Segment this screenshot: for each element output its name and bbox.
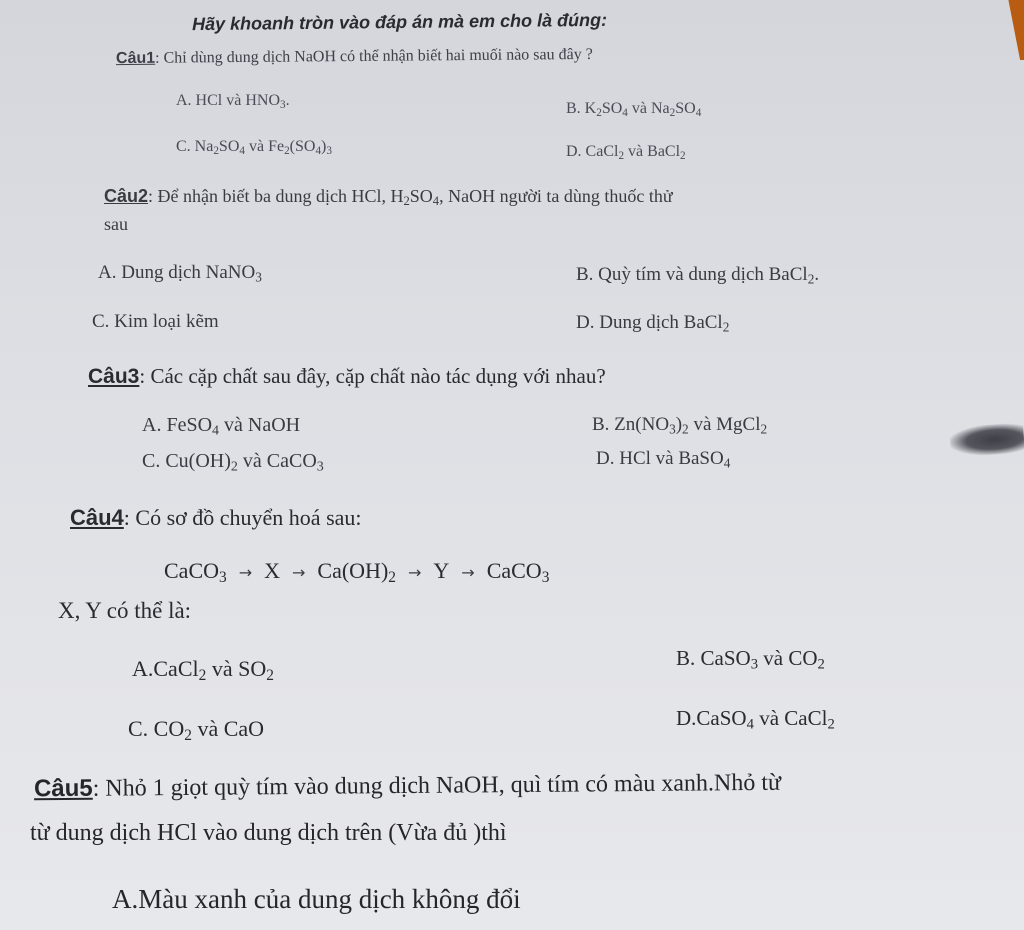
question-3: Câu3: Các cặp chất sau đây, cặp chất nào tác dụng với nhau? bbox=[88, 364, 606, 388]
arrow-icon: → bbox=[407, 563, 422, 582]
question-4: Câu4: Có sơ đồ chuyển hoá sau: bbox=[70, 505, 362, 530]
scheme-x: X bbox=[264, 558, 280, 583]
scheme-caoh2: $Ca(OH)_2$ bbox=[317, 558, 396, 586]
q1-option-c[interactable]: C. $Na_2SO_4$ và $Fe_2(SO_4)_3$ bbox=[176, 138, 332, 157]
q3-option-a[interactable]: A. FeSO$_4$ và NaOH bbox=[142, 414, 301, 439]
arrow-icon: → bbox=[238, 563, 253, 582]
arrow-icon: → bbox=[461, 563, 475, 582]
scheme-y: Y bbox=[433, 558, 450, 583]
question-2: Câu2: Để nhận biết ba dung dịch HCl, $H_2SO_4$, NaOH người ta dùng thuốc thử bbox=[104, 186, 673, 209]
q4-option-a[interactable]: A.CaCl$_2$ và $SO_2$ bbox=[132, 656, 274, 684]
question-5: Câu5: Nhỏ 1 giọt quỳ tím vào dung dịch NaOH, quì tím có màu xanh.Nhỏ từ bbox=[33, 769, 782, 803]
question-1-text: : Chỉ dùng dung dịch NaOH có thể nhận biết hai muối nào sau đây ? bbox=[155, 45, 593, 67]
question-4-label: Câu4 bbox=[70, 505, 124, 530]
question-4-prompt: X, Y có thể là: bbox=[58, 598, 192, 623]
question-5-label: Câu5 bbox=[33, 774, 93, 803]
q4-option-d[interactable]: D.CaSO$_4$ và CaCl$_2$ bbox=[676, 706, 835, 733]
q1-option-a[interactable]: A. HCl và $HNO_3$. bbox=[176, 92, 290, 111]
q1-option-b[interactable]: B. $K_2SO_4$ và $Na_2SO_4$ bbox=[566, 100, 702, 119]
question-1 bbox=[116, 46, 593, 68]
q2-option-a[interactable]: A. Dung dịch NaNO$_3$ bbox=[98, 262, 262, 285]
q4-option-b[interactable]: B. CaSO$_3$ và $CO_2$ bbox=[676, 646, 825, 673]
question-5-line2: từ dung dịch HCl vào dung dịch trên (Vừa đủ )thì bbox=[30, 820, 507, 846]
scheme-caco3-end: CaCO$_3$ bbox=[486, 558, 550, 586]
ink-smudge bbox=[949, 422, 1024, 457]
q2-option-d[interactable]: D. Dung dịch BaCl$_2$ bbox=[576, 312, 730, 335]
scheme-caco3-start: CaCO$_3$ bbox=[164, 558, 227, 586]
question-2-label: Câu2 bbox=[104, 186, 149, 206]
q2-option-c[interactable]: C. Kim loại kẽm bbox=[92, 311, 219, 332]
q3-option-d[interactable]: D. HCl và BaSO$_4$ bbox=[596, 448, 731, 471]
question-1-label: Câu1 bbox=[115, 49, 156, 68]
photo-corner-edge bbox=[998, 0, 1024, 60]
q3-option-c[interactable]: C. $Cu(OH)_2$ và CaCO$_3$ bbox=[142, 450, 324, 475]
q2-option-b[interactable]: B. Quỳ tím và dung dịch BaCl$_2$. bbox=[576, 264, 820, 287]
conversion-scheme bbox=[164, 558, 549, 584]
question-2-line2: sau bbox=[104, 214, 128, 234]
arrow-icon: → bbox=[292, 563, 306, 582]
worksheet-instruction: Hãy khoanh tròn vào đáp án mà em cho là đúng: bbox=[191, 9, 608, 35]
q5-option-a[interactable]: A.Màu xanh của dung dịch không đổi bbox=[112, 884, 521, 914]
q1-option-d[interactable]: D. CaCl$_2$ và BaCl$_2$ bbox=[566, 143, 686, 162]
question-3-label: Câu3 bbox=[88, 365, 140, 388]
q3-option-b[interactable]: B. $Zn(NO_3)_2$ và MgCl$_2$ bbox=[592, 414, 768, 437]
q4-option-c[interactable]: C. $CO_2$ và CaO bbox=[128, 716, 265, 744]
